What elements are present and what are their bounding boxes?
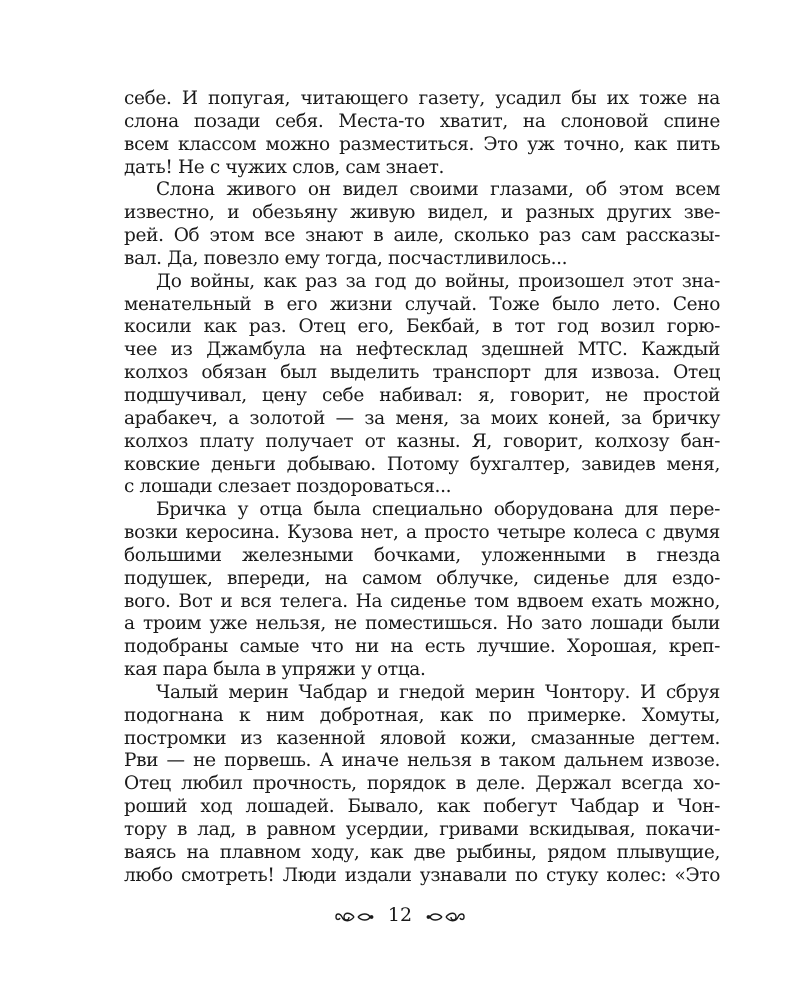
text-line: менательный в его жизни случай. Тоже было лето. Сено xyxy=(124,293,720,315)
text-line: подушек, впереди, на самом облучке, сиденье для ездо- xyxy=(124,567,720,589)
text-line: подобраны самые что ни на есть лучшие. Хорошая, креп- xyxy=(124,636,720,658)
ornament-right-icon xyxy=(426,907,466,923)
text-line: косили как раз. Отец его, Бекбай, в тот год возил горю- xyxy=(124,316,720,338)
text-line: а троим уже нельзя, не поместишься. Но зато лошади были xyxy=(124,613,720,635)
text-line: колхоз обязан был выделить транспорт для извоза. Отец xyxy=(124,362,720,384)
text-line: дать! Не с чужих слов, сам знает. xyxy=(124,156,445,178)
text-line: вал. Да, повезло ему тогда, посчастливилось... xyxy=(124,247,568,269)
text-line: Отец любил прочность, порядок в деле. Держал всегда хо- xyxy=(124,773,720,795)
text-line: тору в лад, в равном усердии, гривами вскидывая, покачи- xyxy=(124,819,720,840)
page-text xyxy=(124,88,720,888)
text-line: рей. Об этом все знают в аиле, сколько раз сам рассказы- xyxy=(124,225,720,247)
text-line: большими железными бочками, уложенными в гнезда xyxy=(124,544,720,566)
ornament-left-icon xyxy=(334,907,374,923)
text-line: Рви — не порвешь. А иначе нельзя в таком дальнем извозе. xyxy=(124,750,720,772)
text-line: кая пара была в упряжи у отца. xyxy=(124,659,426,681)
text-line: возки керосина. Кузова нет, а просто четыре колеса с двумя xyxy=(124,522,720,544)
text-line: любо смотреть! Люди издали узнавали по стуку колес: «Это xyxy=(124,864,720,886)
page-number: 12 xyxy=(387,904,413,926)
text-line: ковские деньги добываю. Потому бухгалтер, завидев меня, xyxy=(124,453,720,475)
text-line: арабакеч, а золотой — за меня, за моих коней, за бричку xyxy=(124,407,720,429)
text-line: с лошади слезает поздороваться... xyxy=(124,476,452,498)
text-line: постромки из казенной яловой кожи, смазанные дегтем. xyxy=(124,727,720,749)
text-line: подогнана к ним добротная, как по примерке. Хомуты, xyxy=(124,704,720,726)
text-line: роший ход лошадей. Бывало, как побегут Чабдар и Чон- xyxy=(124,796,720,818)
text-line: чее из Джамбула на нефтесклад здешней МТС. Каждый xyxy=(124,339,720,361)
text-line: ваясь на плавном ходу, как две рыбины, рядом плывущие, xyxy=(124,841,720,863)
page-footer xyxy=(0,902,800,927)
text-line: колхоз плату получает от казны. Я, говорит, колхозу бан- xyxy=(124,430,720,452)
text-line: До войны, как раз за год до войны, произошел этот зна- xyxy=(156,270,720,292)
text-line: всем классом можно разместиться. Это уж точно, как пить xyxy=(124,133,720,155)
text-line: Чалый мерин Чабдар и гнедой мерин Чонтору. И сбруя xyxy=(156,681,720,703)
text-line: Слона живого он видел своими глазами, об этом всем xyxy=(156,179,720,201)
text-line: слона позади себя. Места-то хватит, на слоновой спине xyxy=(124,110,720,132)
text-line: себе. И попугая, читающего газету, усадил бы их тоже на xyxy=(124,88,720,109)
text-line: вого. Вот и вся телега. На сиденье том вдвоем ехать можно, xyxy=(124,590,720,612)
text-line: подшучивал, цену себе набивал: я, говорит, не простой xyxy=(124,384,720,406)
text-line: Бричка у отца была специально оборудована для пере- xyxy=(156,499,720,521)
text-line: известно, и обезьяну живую видел, и разных других зве- xyxy=(124,202,720,224)
